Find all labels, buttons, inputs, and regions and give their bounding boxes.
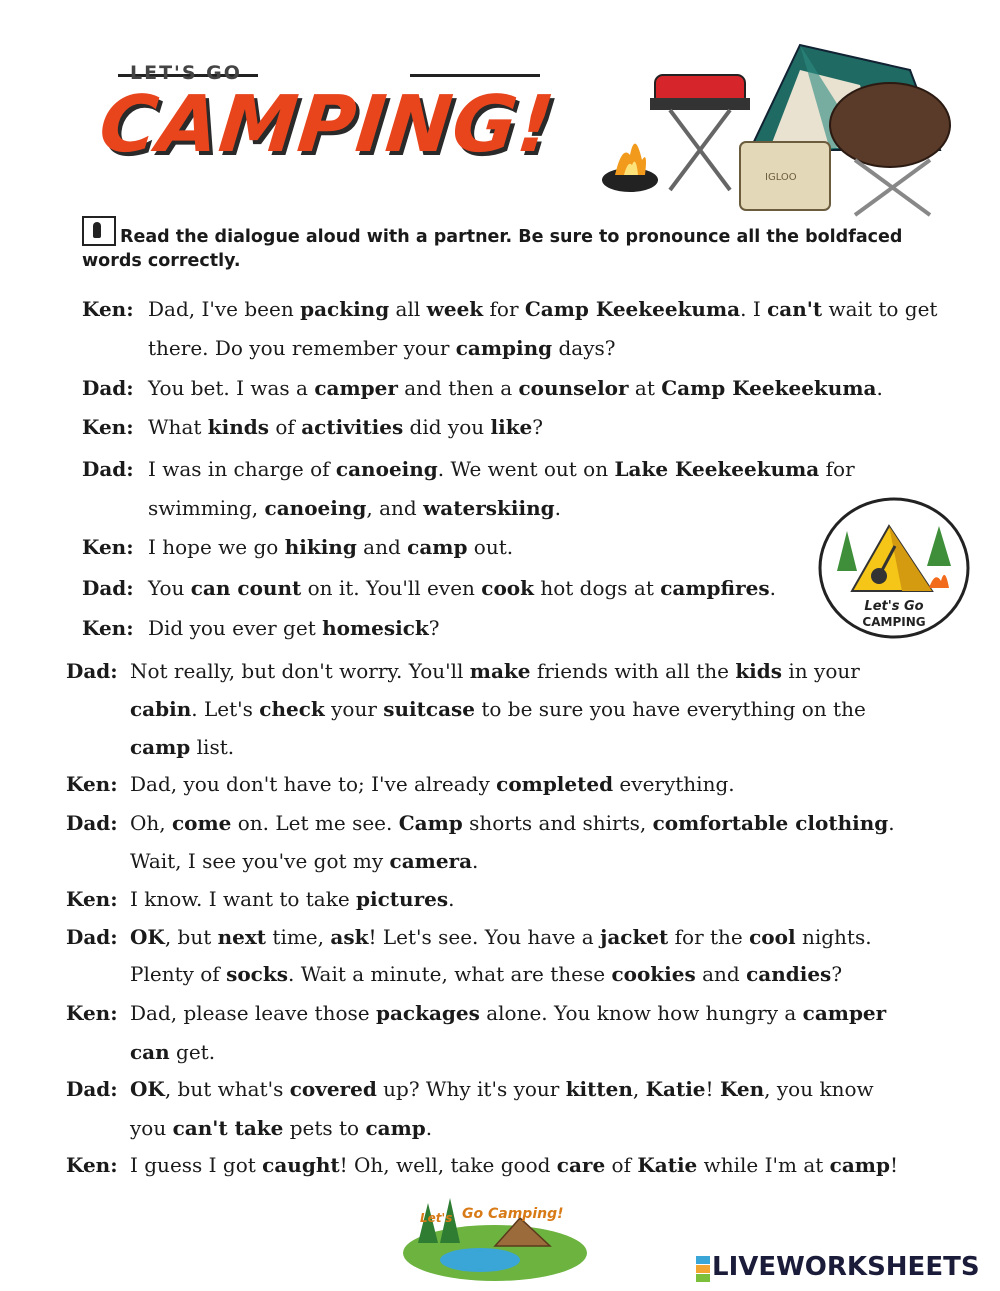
- plain-text: get.: [169, 1040, 216, 1064]
- plain-text: , but: [164, 925, 218, 949]
- liveworksheets-logo-icon: [696, 1256, 710, 1282]
- dialogue-line: [130, 925, 872, 949]
- dialogue-line: [130, 697, 866, 721]
- plain-text: ?: [831, 962, 843, 986]
- bold-word: suitcase: [383, 697, 476, 721]
- dialogue-line: [130, 811, 895, 835]
- dialogue-line: [148, 576, 776, 600]
- dialogue-line: [130, 735, 234, 759]
- plain-text: friends with all the: [530, 659, 736, 683]
- speaker-label: Ken:: [66, 887, 118, 911]
- plain-text: .: [472, 849, 479, 873]
- dialogue-line: [130, 1040, 215, 1064]
- liveworksheets-logo-text: LIVEWORKSHEETS: [712, 1252, 980, 1282]
- bold-word: campfires: [660, 576, 770, 600]
- plain-text: wait to get: [822, 297, 938, 321]
- bold-word: come: [172, 811, 232, 835]
- plain-text: , you know: [764, 1077, 874, 1101]
- bold-word: Camp: [398, 811, 463, 835]
- plain-text: your: [324, 697, 384, 721]
- plain-text: Not really, but don't worry. You'll: [130, 659, 470, 683]
- bold-word: cabin: [130, 697, 192, 721]
- plain-text: Did you ever get: [148, 616, 323, 640]
- bold-word: check: [259, 697, 325, 721]
- bold-word: completed: [496, 772, 614, 796]
- bold-word: kids: [735, 659, 783, 683]
- header-decoration-right: [410, 74, 540, 77]
- plain-text: !: [705, 1077, 720, 1101]
- dialogue-line: [130, 772, 735, 796]
- speaker-label: Dad:: [82, 376, 134, 400]
- plain-text: I hope we go: [148, 535, 285, 559]
- plain-text: . Let's: [191, 697, 260, 721]
- speaker-label: Dad:: [66, 811, 118, 835]
- bold-word: Camp Keekeekuma: [661, 376, 877, 400]
- bold-word: like: [490, 415, 533, 439]
- plain-text: pets to: [283, 1116, 366, 1140]
- bold-word: OK: [130, 925, 165, 949]
- dialogue-line: [148, 415, 543, 439]
- bold-word: cook: [481, 576, 534, 600]
- plain-text: for: [483, 297, 525, 321]
- plain-text: .: [876, 376, 883, 400]
- bold-word: hiking: [284, 535, 357, 559]
- dialogue-line: [148, 297, 937, 321]
- bold-word: kinds: [207, 415, 270, 439]
- bold-word: canoeing: [264, 496, 367, 520]
- plain-text: to be sure you have everything on the: [475, 697, 866, 721]
- plain-text: alone. You know how hungry a: [479, 1001, 803, 1025]
- dialogue-line: [130, 1116, 432, 1140]
- dialogue-line: [148, 616, 440, 640]
- plain-text: ?: [428, 616, 440, 640]
- bold-word: jacket: [600, 925, 669, 949]
- bold-word: can: [130, 1040, 170, 1064]
- plain-text: list.: [190, 735, 235, 759]
- speaker-label: Dad:: [82, 576, 134, 600]
- speaker-label: Dad:: [82, 457, 134, 481]
- plain-text: ,: [632, 1077, 646, 1101]
- plain-text: .: [769, 576, 776, 600]
- plain-text: shorts and shirts,: [462, 811, 653, 835]
- bold-word: ask: [330, 925, 369, 949]
- speaker-label: Dad:: [66, 659, 118, 683]
- plain-text: Plenty of: [130, 962, 227, 986]
- instruction: [82, 216, 922, 273]
- plain-text: and then a: [397, 376, 519, 400]
- plain-text: . I: [740, 297, 768, 321]
- plain-text: in your: [782, 659, 860, 683]
- sign-line1: Let's: [420, 1211, 453, 1225]
- plain-text: Dad, please leave those: [130, 1001, 376, 1025]
- go-camping-sign: [400, 1188, 595, 1283]
- camping-gear-illustration: [600, 30, 970, 220]
- plain-text: everything.: [613, 772, 735, 796]
- bold-word: week: [426, 297, 484, 321]
- bold-word: caught: [262, 1153, 340, 1177]
- plain-text: swimming,: [148, 496, 265, 520]
- plain-text: , but what's: [164, 1077, 290, 1101]
- bold-word: socks: [226, 962, 288, 986]
- plain-text: there. Do you remember your: [148, 336, 456, 360]
- plain-text: I know. I want to take: [130, 887, 357, 911]
- bold-word: camera: [389, 849, 473, 873]
- bold-word: homesick: [322, 616, 429, 640]
- speaker-label: Ken:: [66, 1001, 118, 1025]
- plain-text: .: [888, 811, 895, 835]
- bold-word: can't take: [172, 1116, 284, 1140]
- bold-word: Katie: [637, 1153, 698, 1177]
- plain-text: while I'm at: [697, 1153, 830, 1177]
- dialogue-line: [148, 376, 883, 400]
- plain-text: Dad, I've been: [148, 297, 301, 321]
- plain-text: Oh,: [130, 811, 172, 835]
- speaker-label: Ken:: [82, 535, 134, 559]
- bold-word: care: [556, 1153, 606, 1177]
- bold-word: covered: [289, 1077, 377, 1101]
- bold-word: counselor: [518, 376, 629, 400]
- plain-text: out.: [467, 535, 514, 559]
- header-subtitle: LET'S GO: [130, 62, 242, 84]
- plain-text: up? Why it's your: [376, 1077, 566, 1101]
- plain-text: I was in charge of: [148, 457, 336, 481]
- speaker-label: Ken:: [82, 297, 134, 321]
- plain-text: . We went out on: [437, 457, 615, 481]
- bold-word: Camp Keekeekuma: [524, 297, 741, 321]
- bold-word: camp: [130, 735, 191, 759]
- plain-text: time,: [266, 925, 331, 949]
- plain-text: Dad, you don't have to; I've already: [130, 772, 497, 796]
- dialogue-line: [130, 659, 860, 683]
- plain-text: . Wait a minute, what are these: [287, 962, 612, 986]
- dialogue-line: [148, 535, 513, 559]
- bold-word: pictures: [356, 887, 449, 911]
- speaker-label: Ken:: [66, 1153, 118, 1177]
- bold-word: Ken: [719, 1077, 765, 1101]
- header-title: CAMPING!: [95, 80, 560, 170]
- plain-text: !: [889, 1153, 899, 1177]
- plain-text: for: [819, 457, 855, 481]
- dialogue-line: [148, 457, 855, 481]
- bold-word: camp: [365, 1116, 426, 1140]
- plain-text: Wait, I see you've got my: [130, 849, 390, 873]
- bold-word: cool: [749, 925, 796, 949]
- sign-line2: Go Camping!: [462, 1206, 564, 1222]
- bold-word: kitten: [565, 1077, 633, 1101]
- plain-text: You: [148, 576, 191, 600]
- bold-word: can't: [767, 297, 823, 321]
- speaker-label: Ken:: [66, 772, 118, 796]
- dialogue-line: [130, 1001, 886, 1025]
- bold-word: Lake Keekeekuma: [614, 457, 820, 481]
- dialogue-line: [148, 336, 616, 360]
- plain-text: for the: [668, 925, 750, 949]
- plain-text: You bet. I was a: [148, 376, 315, 400]
- plain-text: and: [356, 535, 408, 559]
- bold-word: packing: [300, 297, 390, 321]
- plain-text: .: [554, 496, 561, 520]
- bold-word: camper: [314, 376, 398, 400]
- bold-word: camp: [407, 535, 468, 559]
- bold-word: candies: [746, 962, 832, 986]
- svg-text:IGLOO: IGLOO: [765, 172, 797, 183]
- plain-text: , and: [366, 496, 424, 520]
- plain-text: I guess I got: [130, 1153, 263, 1177]
- bold-word: canoeing: [335, 457, 438, 481]
- dialogue-line: [130, 1077, 874, 1101]
- dialogue-line: [130, 849, 478, 873]
- plain-text: hot dogs at: [533, 576, 661, 600]
- bold-word: can count: [190, 576, 302, 600]
- speaker-label: Dad:: [66, 1077, 118, 1101]
- bold-word: OK: [130, 1077, 165, 1101]
- plain-text: .: [448, 887, 455, 911]
- dialogue-line: [130, 887, 454, 911]
- plain-text: on. Let me see.: [231, 811, 399, 835]
- bold-word: packages: [375, 1001, 480, 1025]
- plain-text: of: [269, 415, 302, 439]
- plain-text: you: [130, 1116, 173, 1140]
- speaker-label: Dad:: [66, 925, 118, 949]
- bold-word: comfortable clothing: [652, 811, 889, 835]
- dialogue-line: [130, 1153, 898, 1177]
- plain-text: days?: [552, 336, 616, 360]
- bold-word: activities: [301, 415, 404, 439]
- bold-word: cookies: [611, 962, 696, 986]
- dialogue-line: [130, 962, 842, 986]
- bold-word: Katie: [645, 1077, 706, 1101]
- plain-text: on it. You'll even: [301, 576, 482, 600]
- plain-text: of: [605, 1153, 638, 1177]
- bold-word: waterskiing: [423, 496, 555, 520]
- plain-text: all: [389, 297, 427, 321]
- dialogue-line: [148, 496, 561, 520]
- plain-text: did you: [403, 415, 491, 439]
- plain-text: nights.: [795, 925, 872, 949]
- bold-word: next: [217, 925, 267, 949]
- plain-text: ! Let's see. You have a: [368, 925, 601, 949]
- lets-go-camping-badge: [817, 496, 971, 640]
- bold-word: camping: [455, 336, 553, 360]
- badge-line2: CAMPING: [862, 615, 926, 629]
- bold-word: camp: [829, 1153, 890, 1177]
- plain-text: What: [148, 415, 208, 439]
- instruction-text: Read the dialogue aloud with a partner. Be sure to pronounce all the boldfaced words correctly.: [82, 227, 903, 271]
- plain-text: ?: [532, 415, 544, 439]
- speaker-label: Ken:: [82, 616, 134, 640]
- speaker-label: Ken:: [82, 415, 134, 439]
- plain-text: ! Oh, well, take good: [339, 1153, 557, 1177]
- bold-word: camper: [802, 1001, 887, 1025]
- plain-text: and: [695, 962, 747, 986]
- speaking-icon: [82, 216, 116, 246]
- bold-word: make: [469, 659, 531, 683]
- badge-line1: Let's Go: [864, 599, 924, 614]
- plain-text: .: [425, 1116, 433, 1140]
- plain-text: at: [628, 376, 662, 400]
